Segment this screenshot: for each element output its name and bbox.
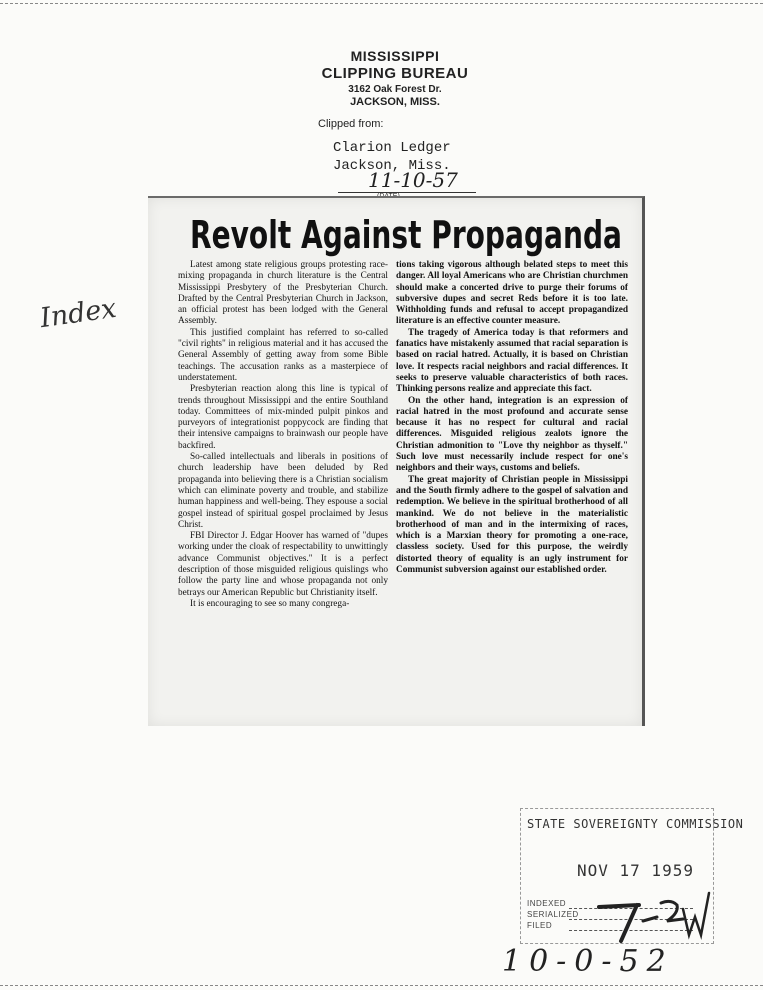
handwritten-file-date: 10-0-52 [502,944,674,979]
bureau-state: MISSISSIPPI [350,48,440,64]
margin-note-index: Index [38,292,119,335]
top-scan-border [0,3,763,4]
stamp-indexed-label: INDEXED [527,899,567,908]
article-paragraph: Latest among state religious groups protesting race-mixing propaganda in church literature is the Central Mississippi Presbytery of the Presbyterian Church. Drafted by the Central Presbyterian Church in Jackson, an official protest has been lodged with the General Assembly. [178,260,388,327]
headline-svg [188,208,628,258]
stamp-title: STATE SOVEREIGNTY COMMISSION [527,817,744,831]
article-paragraph: On the other hand, integration is an expression of racial hatred in the most profound and accurate sense because it has no respect for cultural and racial differences. Misguided religious zealots ignore the Christian admonition to "Love thy neighbor as thyself." Such love must necessarily include respect for one's neighbors and their ways, customs and beliefs. [396,395,628,474]
bureau-city: JACKSON, MISS. [350,96,440,108]
article-paragraph: Presbyterian reaction along this line is typical of trends throughout Mississippi and the entire Southland today. Committees of mix-minded pulpit pinkos and purveyors of integrationist poppycock are finding that their intensive campaigns to brainwash our people have backfired. [178,384,388,451]
bureau-address: 3162 Oak Forest Dr. [348,84,442,95]
article-paragraph: It is encouraging to see so many congrega- [190,598,350,609]
article-headline [188,208,628,258]
article-paragraph: The great majority of Christian people in Mississippi and the South firmly adhere to the gospel of salvation and redemption. We believe in the spiritual brotherhood of all mankind. We do not believe in the materialistic brotherhood of man and in the intermixing of races, which is a Marxian theory for promoting a one-race, classless society. Used for this purpose, the weirdly distorted theory of equality is an ugly instrument for Communist subversion against our established order. [396,474,628,576]
filed-mark-handwriting [591,885,711,945]
stamp-serialized-label: SERIALIZED [527,910,579,919]
stamp-date: NOV 17 1959 [577,861,694,880]
article-paragraph: So-called intellectuals and liberals in positions of church leadership have been deluded by Red propaganda into believing there is a Christian socialism which can eliminate poverty and trouble, and stabilize human happiness and well-being. They espouse a social gospel instead of spiritual gospel proclaimed by Jesus Christ. [178,452,388,530]
date-underline [338,192,476,193]
bureau-name: CLIPPING BUREAU [321,65,469,82]
article-column-left [178,260,388,610]
article-paragraph: tions taking vigorous although belated steps to meet this danger. All loyal Americans who are Christian churchmen should make a concerted drive to purge their forums of subversive dupes and secret Reds before it is too late. Withholding funds and refusal to accept propagandized literature is an effective counter measure. [396,260,628,327]
article-paragraph: FBI Director J. Edgar Hoover has warned of "dupes working under the cloak of respectability to unwittingly advance Communist objectives." It is a perfect description of those misguided religious quislings who follow the party line and whose propaganda not only betrays our American Republic but Christianity itself. [178,531,388,598]
clipping-bureau-header [300,48,490,108]
bottom-scan-border [0,985,763,986]
article-paragraph: This justified complaint has referred to so-called "civil rights" in religious material and it has accused the General Assembly of getting away from some Bible teachings. The accusation ranks as a masterpiece of understatement. [178,327,388,383]
article-paragraph: The tragedy of America today is that reformers and fanatics have mistakenly assumed that racial separation is based on racial hatred. Actually, it is based on Christian love. It respects racial neighbors and racial differences. It seeks to preserve valuable characteristics of both races. Thinking persons realize and appreciate this fact. [396,327,628,395]
stamp-filed-label: FILED [527,921,553,930]
publication-name: Clarion Ledger [333,140,451,156]
headline-text: Revolt Against Propaganda [190,213,622,257]
commission-stamp [520,808,744,944]
clipped-from-label: Clipped from: [318,118,384,130]
publication-city: Jackson, Miss. [333,158,451,174]
handwritten-clip-date: 11-10-57 [368,168,458,192]
article-column-right [396,260,628,576]
